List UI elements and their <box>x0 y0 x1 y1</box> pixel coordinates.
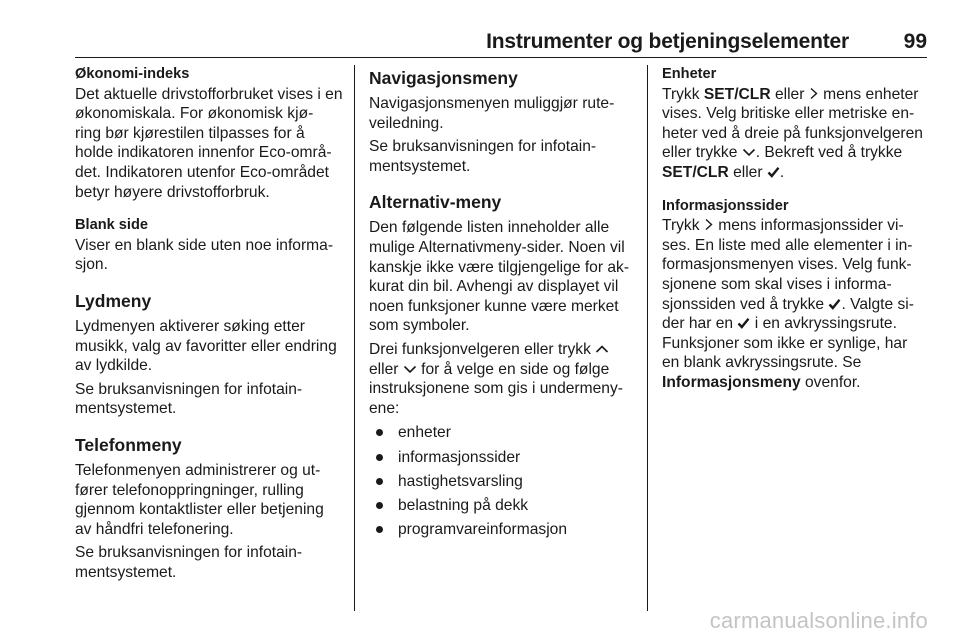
nav-menu-ref: Se bruksanvisningen for infotain- mentsystemet. <box>369 138 597 175</box>
phone-menu-heading: Telefonmeny <box>75 434 182 455</box>
audio-menu-text: Lydmenyen aktiverer søking etter musikk, valg av favoritter eller endring av lydkilde. <box>75 317 337 375</box>
column-2 <box>369 65 641 544</box>
blank-page-title: Blank side <box>75 217 148 234</box>
blank-page-text: Viser en blank side uten noe informa- sjon. <box>75 236 334 274</box>
watermark: carmanualsonline.info <box>709 608 928 633</box>
list-item: hastighetsvarsling <box>369 472 641 492</box>
options-menu-text: Den følgende listen inneholder alle mulige Alternativmeny-sider. Noen vil kanskje ikke være tilgjengelige for ak- kurat din bil. Avhengi av displayet vil noen funksjoner kunne være merket som symboler. <box>369 219 630 335</box>
chevron-down-icon <box>403 361 417 378</box>
options-menu-heading: Alternativ-meny <box>369 192 502 213</box>
units-title: Enheter <box>662 66 717 82</box>
audio-menu-heading: Lydmeny <box>75 290 152 311</box>
column-3 <box>662 65 928 393</box>
audio-menu-ref: Se bruksanvisningen for infotain- mentsystemet. <box>75 380 303 418</box>
eco-index-title: Økonomi-indeks <box>75 66 190 82</box>
list-item: programvareinformasjon <box>369 520 641 540</box>
bullet-icon <box>376 526 383 533</box>
chevron-down-icon <box>742 144 756 161</box>
column-1 <box>75 65 343 582</box>
set-clr-label: SET/CLR <box>662 163 729 181</box>
bullet-icon <box>376 478 383 485</box>
column-divider <box>354 65 355 611</box>
page-title: Instrumenter og betjeningselementer <box>486 30 849 53</box>
check-icon <box>828 296 841 313</box>
nav-menu-text: Navigasjonsmenyen muliggjør rute- veiledning. <box>369 95 615 132</box>
bullet-icon <box>376 502 383 509</box>
bullet-icon <box>376 454 383 461</box>
list-item: belastning på dekk <box>369 496 641 516</box>
eco-index-text: Det aktuelle drivstofforbruket vises i en økonomiskala. For økonomisk kjø- ring bør kjørestilen tilpasses for å holde indikatoren innenfor Eco-områ- det. Indikatoren utenfor Eco-området betyr høyere drivstofforbruk. <box>75 85 343 201</box>
options-menu-instruction: Drei funksjonvelgeren eller trykk eller for å velge en side og følge instruksjonene som gis i undermeny- ene: <box>369 340 623 417</box>
units-text: Trykk SET/CLR eller mens enheter vises. Velg britiske eller metriske en- heter ved å dreie på funksjonvelgeren eller trykke . Bekreft ved å trykke SET/CLR eller . <box>662 85 923 181</box>
page-header <box>75 30 927 54</box>
phone-menu-ref: Se bruksanvisningen for infotain- mentsystemet. <box>75 544 303 581</box>
list-item: informasjonssider <box>369 448 641 468</box>
check-icon <box>737 315 750 332</box>
chevron-up-icon <box>595 341 609 358</box>
chevron-right-icon <box>809 86 819 103</box>
check-icon <box>767 164 780 181</box>
page-number: 99 <box>903 30 927 53</box>
options-list <box>369 423 641 539</box>
list-item: enheter <box>369 423 641 443</box>
bullet-icon <box>376 429 383 436</box>
set-clr-label: SET/CLR <box>703 85 771 103</box>
column-divider <box>647 65 648 611</box>
info-menu-reference: Informasjonsmeny <box>662 373 801 391</box>
info-pages-title: Informasjonssider <box>662 197 789 214</box>
phone-menu-text: Telefonmenyen administrerer og ut- fører telefonoppringninger, rulling gjennom kontaktlister eller betjening av håndfri telefonering. <box>75 461 324 538</box>
nav-menu-heading: Navigasjonsmeny <box>369 68 518 88</box>
info-pages-text: Trykk mens informasjonssider vi- ses. En liste med alle elementer i in- formasjonsmenyen vises. Velg funk- sjonene som skal vises i informa- sjonssiden ved å trykke . Valgte si- der har en i en avkryssingsrute. Funksjoner som ikke er synlige, har en blank avkryssingsrute. Se Informasjonsmeny ovenfor. <box>662 217 914 391</box>
header-rule <box>75 57 927 58</box>
chevron-right-icon <box>704 217 714 234</box>
